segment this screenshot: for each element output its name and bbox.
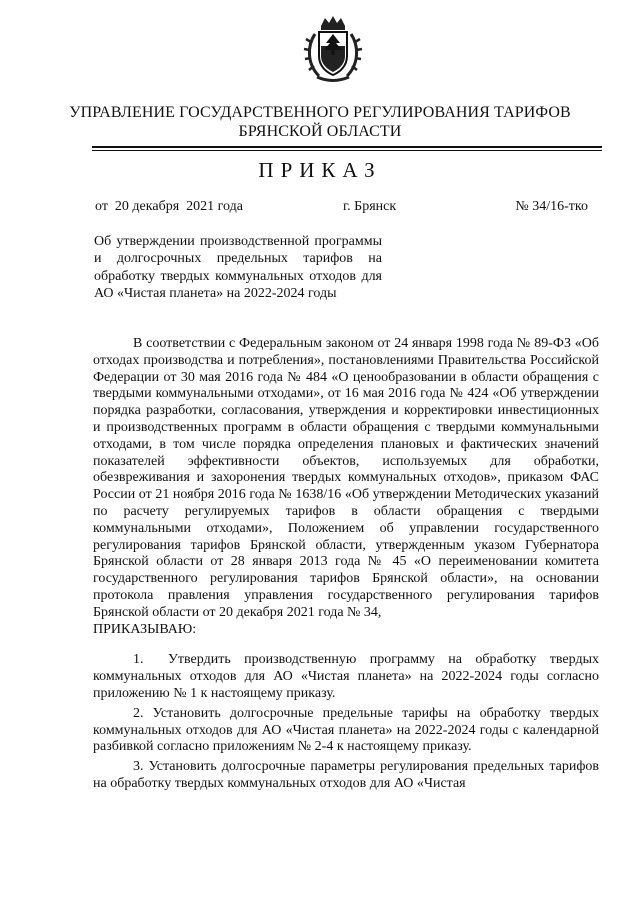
- order-item-text: Утвердить производственную программу на обработку твердых коммунальных отходов для АО «Чистая планета» на 2022-2024 годы согласно приложению № 1 к настоящему приказу.: [93, 652, 599, 701]
- preamble-paragraph: В соответствии с Федеральным законом от 24 января 1998 года № 89-ФЗ «Об отходах производства и потребления», постановлениями Правительства Российской Федерации от 30 мая 2016 года № 484 «О ценообразовании в области обращения с твердыми коммунальными отходами», от 16 мая 2016 года № 424 «Об утверждении порядка разработки, согласования, утверждения и корректировки инвестиционных и производственных программ в области обращения с твердыми коммунальными отходами, в том числе порядка определения плановых и фактических значений показателей эффективности объектов, используемых для обработки, обезвреживания и захоронения твердых коммунальных отходов», приказом ФАС России от 21 ноября 2016 года № 1638/16 «Об утверждении Методических указаний по расчету регулируемых тарифов в области обращения с твердыми коммунальными отходами», Положением об управлении государственного регулирования тарифов Брянской области, утвержденным указом Губернатора Брянской области от 28 января 2013 года № 45 «О переименовании комитета государственного регулирования тарифов Брянской области», на основании протокола правления управления государственного регулирования тарифов Брянской области от 20 декабря 2021 года № 34,: [93, 336, 599, 620]
- order-date: от 20 декабря 2021 года: [95, 199, 243, 214]
- order-number: № 34/16-тко: [515, 199, 588, 214]
- order-item: [93, 652, 599, 702]
- order-item-number: 2.: [133, 705, 144, 721]
- document-title: ПРИКАЗ: [258, 158, 382, 182]
- order-subject: Об утверждении производственной программы и долгосрочных предельных тарифов на обработку твердых коммунальных отходов для АО «Чистая планета» на 2022-2024 годы: [94, 234, 382, 302]
- order-items: [93, 652, 599, 792]
- order-item-text: Установить долгосрочные параметры регулирования предельных тарифов на обработку твердых коммунальных отходов для АО «Чистая: [93, 759, 600, 791]
- order-item: [93, 759, 599, 793]
- organization-line-2: БРЯНСКОЙ ОБЛАСТИ: [238, 123, 402, 140]
- bryansk-coat-of-arms-icon: [301, 14, 365, 84]
- header-divider-thick: [92, 146, 602, 148]
- decree-word: ПРИКАЗЫВАЮ:: [93, 621, 197, 637]
- order-item-number: 3.: [133, 759, 144, 775]
- order-city: г. Брянск: [343, 199, 397, 214]
- order-item-number: 1.: [133, 652, 144, 668]
- organization-line-1: УПРАВЛЕНИЕ ГОСУДАРСТВЕННОГО РЕГУЛИРОВАНИЯ ТАРИФОВ: [69, 104, 571, 121]
- header-divider-thin: [92, 150, 602, 151]
- order-item-text: Установить долгосрочные предельные тарифы на обработку твердых коммунальных отходов для АО «Чистая планета» на 2022-2024 годы с календарной разбивкой согласно приложениям № 2-4 к настоящему приказу.: [93, 705, 599, 755]
- document-body: [93, 336, 599, 796]
- order-item: [93, 706, 599, 756]
- emblem: [301, 14, 365, 84]
- organization-name: [0, 103, 640, 141]
